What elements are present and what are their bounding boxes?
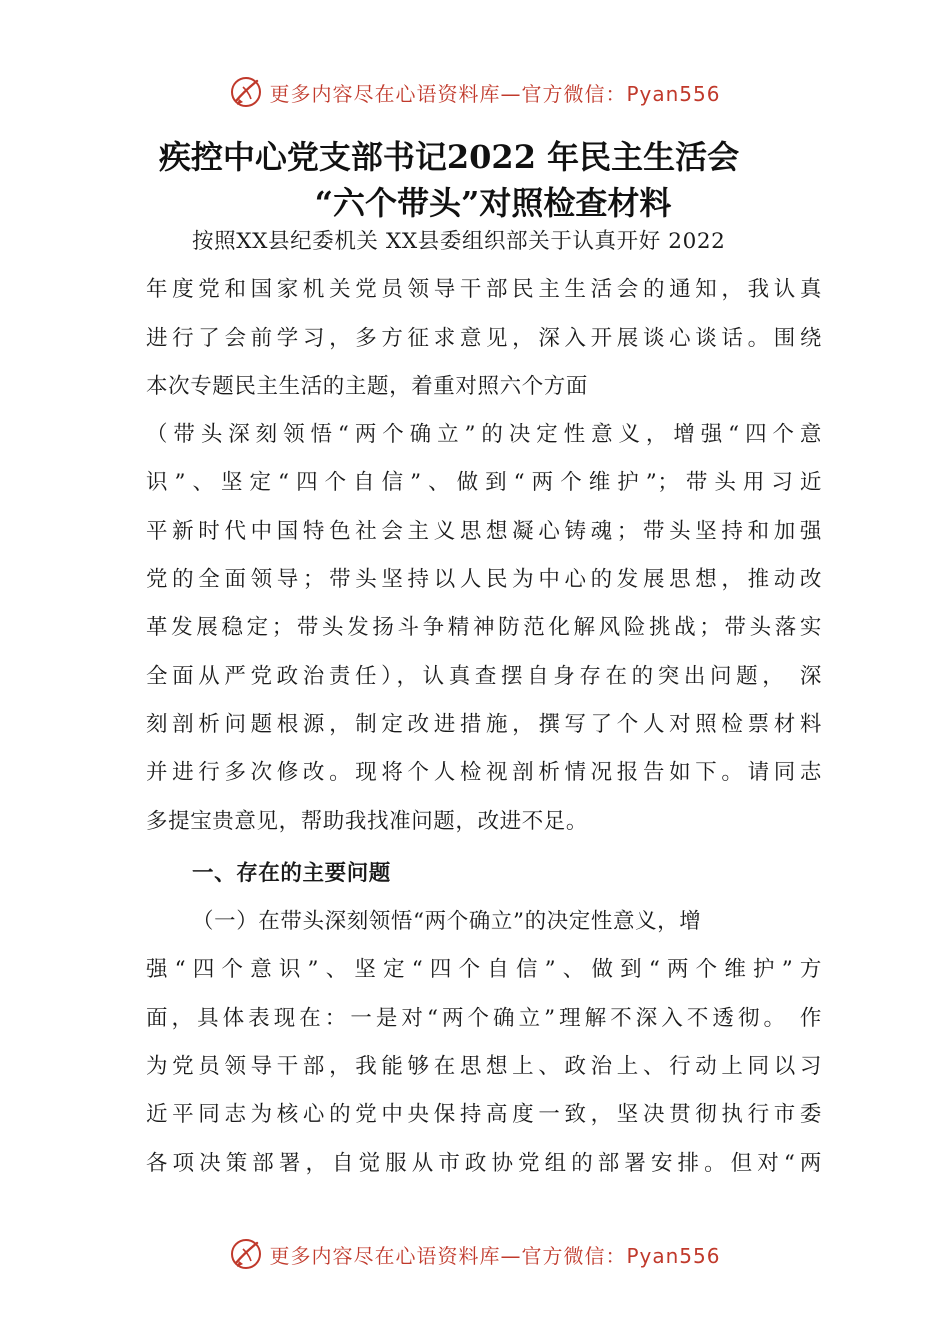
paragraph-line: （带头深刻领悟“两个确立”的决定性意义，增强“四个意 [146,422,822,448]
paragraph-line: 进行了会前学习，多方征求意见，深入开展谈心谈话。围绕 [146,325,822,351]
paragraph-line: 为党员领导干部，我能够在思想上、政治上、行动上同以习 [146,1054,822,1080]
paragraph-line: 年度党和国家机关党员领导干部民主生活会的通知，我认真 [146,277,822,303]
paragraph-line: 刻剖析问题根源，制定改进措施，撰写了个人对照检票材料 [146,711,822,737]
paragraph-line: 近平同志为核心的党中央保持高度一致，坚决贯彻执行市委 [146,1102,822,1128]
paragraph-line: 革发展稳定；带头发扬斗争精神防范化解风险挑战；带头落实 [146,615,822,641]
document-body [146,218,822,1188]
paragraph-line: 按照XX县纪委机关 XX县委组织部关于认真开好 2022 [192,229,726,254]
paragraph-line: 强“四个意识”、坚定“四个自信”、做到“两个维护”方 [146,957,822,983]
paragraph-line: 面，具体表现在：一是对“两个确立”理解不深入不透彻。 作 [146,1005,822,1031]
pen-logo-icon [229,75,263,109]
paragraph-line: 平新时代中国特色社会主义思想凝心铸魂；带头坚持和加强 [146,518,822,544]
pen-logo-icon [229,1237,263,1271]
paragraph-line: 全面从严党政治责任），认真查摆自身存在的突出问题， 深 [146,663,822,689]
paragraph-line: 本次专题民主生活的主题，着重对照六个方面 [146,373,589,399]
watermark-footer [0,1232,950,1276]
paragraph-line: 识”、坚定“四个自信”、做到“两个维护”；带头用习近 [146,470,822,496]
section-heading: 一、存在的主要问题 [192,860,391,886]
watermark-text: 更多内容尽在心语资料库—官方微信：Pyan556 [269,81,721,106]
paragraph-line: 并进行多次修改。现将个人检视剖析情况报告如下。请同志 [146,760,822,786]
paragraph-line: 各项决策部署，自觉服从市政协党组的部署安排。但对“两 [146,1150,822,1176]
paragraph-line: （一）在带头深刻领悟“两个确立”的决定性意义，增 [192,909,702,935]
watermark-text: 更多内容尽在心语资料库—官方微信：Pyan556 [269,1243,721,1268]
paragraph-line: 多提宝贵意见，帮助我找准问题，改进不足。 [146,808,589,834]
paragraph-line: 党的全面领导；带头坚持以人民为中心的发展思想，推动改 [146,567,822,593]
document-title-line-2: “六个带头”对照检查材料 [314,184,672,222]
watermark-header [0,70,950,114]
document-title-line-1: 疾控中心党支部书记2022 年民主生活会 [158,138,740,176]
